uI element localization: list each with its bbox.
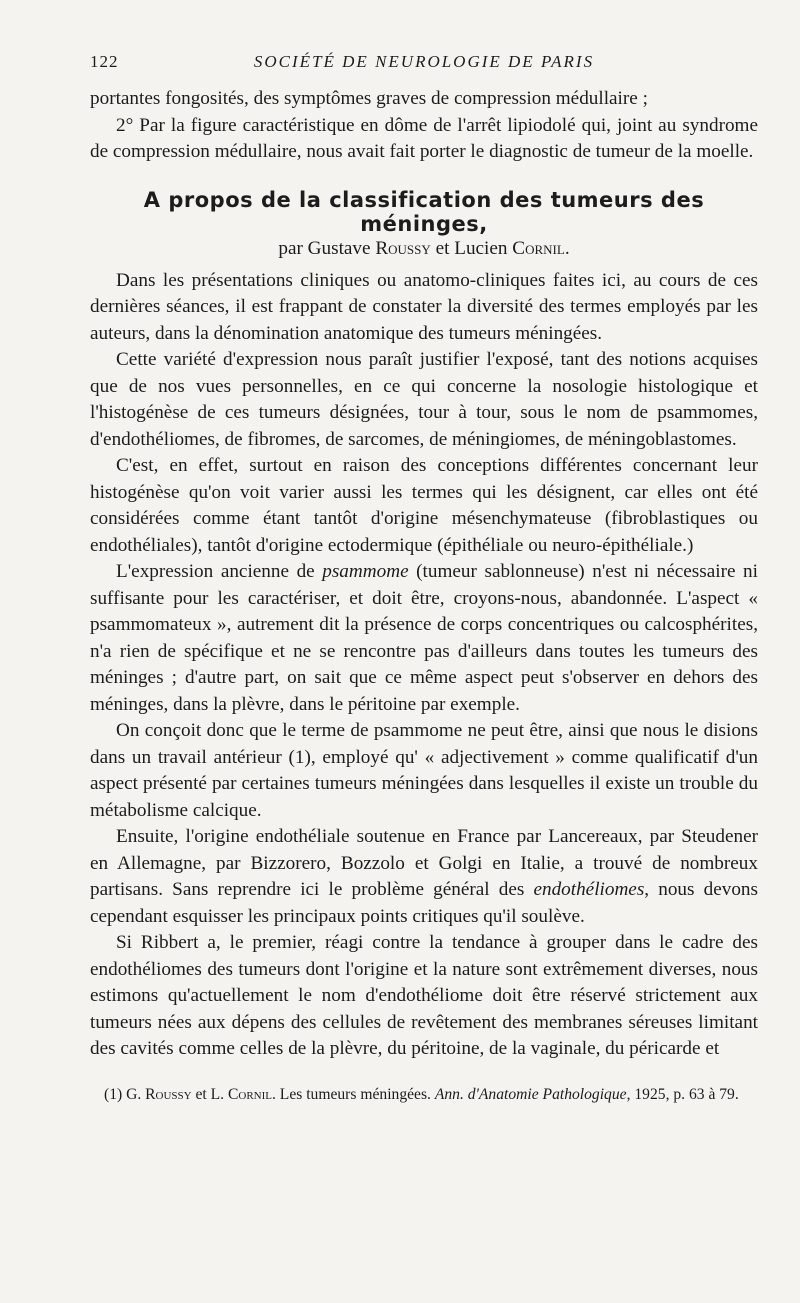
footnote-journal: Ann. d'Anatomie Pathologique [434, 1085, 627, 1103]
intro-paragraph-1: portantes fongosités, des symptômes graves de compression médullaire ; [90, 88, 648, 109]
body-paragraph-7: Si Ribbert a, le premier, réagi contre la tendance à grouper dans le cadre des endothéliomes des tumeurs dont l'origine et la nature sont extrêmement diverses, nous estimons qu'actuellement le nom d'endothéliome doit être réservé strictement aux tumeurs nées aux dépens des cellules de revêtement des membranes séreuses limitant des cavités comme celles de la plèvre, du péritoine, de la vaginale, du péricarde et [90, 932, 758, 1059]
body-paragraph-6 [90, 824, 758, 930]
footnote [90, 1085, 758, 1105]
page-number: 122 [90, 52, 119, 71]
body-paragraph-2: Cette variété d'expression nous paraît justifier l'exposé, tant des notions acquises que de nos vues personnelles, en ce qui concerne la nosologie histologique et l'histogénèse de ces tumeurs désignées, tour à tour, sous le nom de psammomes, d'endothéliomes, de fibromes, de sarcomes, de méningiomes, de méningoblastomes. [90, 349, 758, 450]
journal-title: SOCIÉTÉ DE NEUROLOGIE DE PARIS [253, 52, 595, 71]
body-paragraph-5: On conçoit donc que le terme de psammome ne peut être, ainsi que nous le disions dans un travail antérieur (1), employé qu' « adjectivement » comme qualificatif d'un aspect présenté par certaines tumeurs méningées dans lesquelles il existe un trouble du métabolisme calcique. [90, 720, 758, 821]
p4-text-a: L'expression ancienne de [116, 561, 323, 582]
body-paragraph-3: C'est, en effet, surtout en raison des conceptions différentes concernant leur histogénèse qu'on voit varier aussi les termes qui les désignent, car elles ont été considérées comme étant tantôt d'origine mésenchymateuse (fibroblastiques ou endothéliales), tantôt d'origine ectodermique (épithéliale ou neuro-épithéliale.) [90, 455, 758, 556]
footnote-details: , 1925, p. 63 à 79. [626, 1085, 739, 1103]
footnote-middle: et L. [191, 1085, 228, 1103]
author-roussy: Roussy [375, 237, 431, 259]
intro-paragraph-2: 2° Par la figure caractéristique en dôme de l'arrêt lipiodolé qui, joint au syndrome de compression médullaire, nous avait fait porter le diagnostic de tumeur de la moelle. [90, 114, 758, 162]
authors-prefix: par Gustave [278, 237, 376, 259]
page [90, 50, 758, 1105]
p6-text-a: Ensuite, l'origine endothéliale soutenue en France par Lancereaux, par Steudener en Allemagne, par Bizzorero, Bozzolo et Golgi en Italie, a trouvé de nombreux partisans. Sans reprendre ici le problème général des [90, 826, 758, 900]
authors-middle: et Lucien [430, 237, 513, 259]
article-authors [90, 236, 758, 262]
p6-italic-term: endothéliomes [533, 879, 645, 900]
p4-italic-term: psammome [322, 561, 409, 582]
p6-text-b: , nous devons cependant esquisser les principaux points critiques qu'il soulève. [90, 879, 758, 927]
footnote-author-cornil: Cornil [227, 1085, 272, 1103]
body-paragraph-4 [90, 559, 758, 718]
authors-suffix: . [564, 237, 570, 259]
article-title: A propos de la classification des tumeurs des méninges, [143, 187, 705, 236]
body-paragraph-1: Dans les présentations cliniques ou anatomo-cliniques faites ici, au cours de ces dernières séances, il est frappant de constater la diversité des termes employés par les auteurs, dans la dénomination anatomique des tumeurs méningées. [90, 269, 758, 344]
p4-text-b: (tumeur sablonneuse) n'est ni nécessaire ni suffisante pour les caractériser, et doit être, croyons-nous, abandonnée. L'aspect « psammomateux », autrement dit la présence de corps concentriques ou calcosphérites, n'a rien de spécifique et ne se rencontre pas d'ailleurs dans toutes les tumeurs des méninges ; d'autre part, on sait que ce même aspect peut s'observer en dehors des méninges, dans la plèvre, dans le péritoine par exemple. [90, 561, 758, 715]
running-head [90, 50, 758, 86]
footnote-title: . Les tumeurs méningées. [272, 1085, 435, 1103]
footnote-author-roussy: Roussy [145, 1085, 192, 1103]
footnote-marker: (1) G. [104, 1085, 146, 1103]
author-cornil: Cornil [512, 237, 565, 259]
